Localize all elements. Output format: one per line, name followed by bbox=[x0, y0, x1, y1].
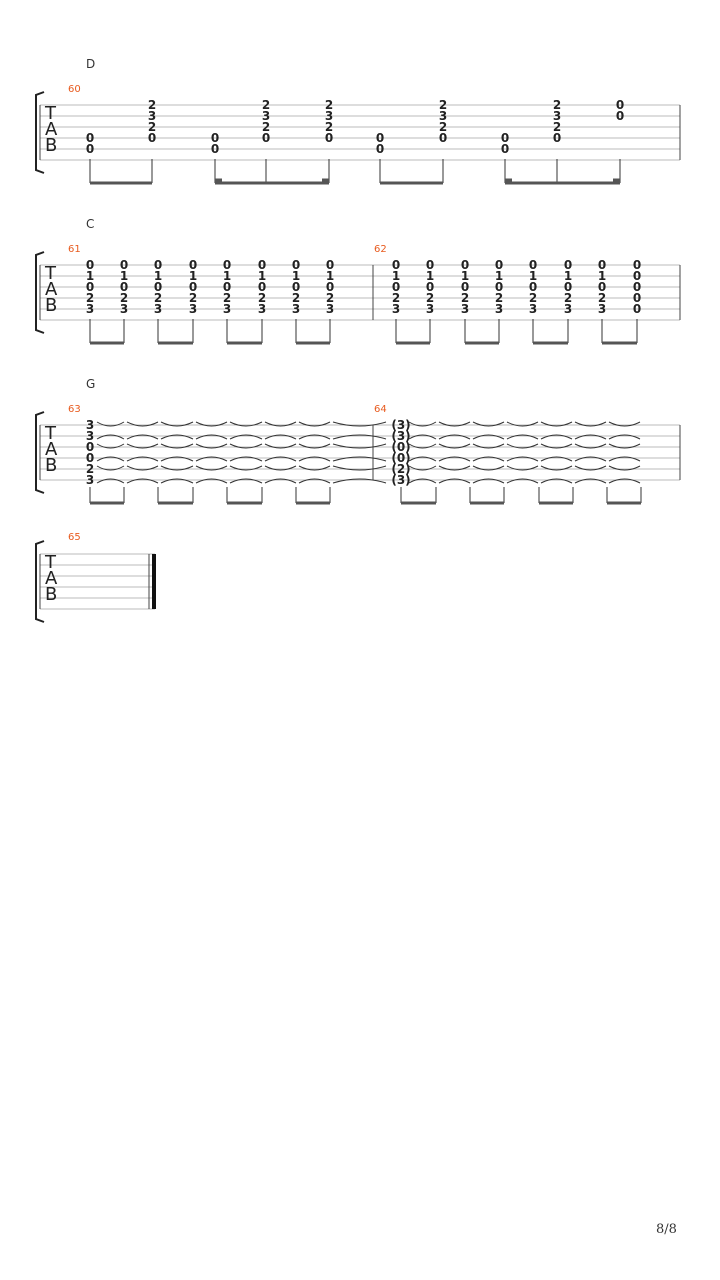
fret-number: 0 bbox=[147, 131, 157, 145]
fret-number: 0 bbox=[500, 142, 510, 156]
fret-number: 2 bbox=[552, 120, 562, 134]
fret-number: 2 bbox=[222, 291, 232, 305]
fret-number: 0 bbox=[188, 258, 198, 272]
fret-number: 0 bbox=[210, 142, 220, 156]
fret-number: 2 bbox=[494, 291, 504, 305]
fret-number: 0 bbox=[85, 142, 95, 156]
system-1 bbox=[0, 55, 720, 205]
fret-number: 0 bbox=[632, 291, 642, 305]
fret-number: 0 bbox=[528, 258, 538, 272]
fret-number: 3 bbox=[222, 302, 232, 316]
fret-number: 1 bbox=[257, 269, 267, 283]
fret-number: 0 bbox=[375, 142, 385, 156]
fret-number: 1 bbox=[425, 269, 435, 283]
tab-clef-letter: B bbox=[45, 455, 58, 476]
fret-number: 0 bbox=[261, 131, 271, 145]
tab-clef-letter: T bbox=[45, 103, 56, 124]
fret-number: 3 bbox=[147, 109, 157, 123]
fret-number: 1 bbox=[597, 269, 607, 283]
fret-number: 1 bbox=[563, 269, 573, 283]
fret-number: 3 bbox=[324, 109, 334, 123]
fret-number: 1 bbox=[153, 269, 163, 283]
fret-number: (2) bbox=[391, 462, 411, 476]
tab-clef-letter: B bbox=[45, 135, 58, 156]
fret-number: 3 bbox=[460, 302, 470, 316]
fret-number: 3 bbox=[438, 109, 448, 123]
fret-number: 0 bbox=[597, 258, 607, 272]
measure-number: 60 bbox=[68, 84, 81, 95]
fret-number: 0 bbox=[85, 280, 95, 294]
fret-number: 0 bbox=[494, 258, 504, 272]
tab-clef-letter: A bbox=[45, 439, 58, 460]
fret-number: 0 bbox=[563, 258, 573, 272]
fret-number: 0 bbox=[615, 98, 625, 112]
fret-number: 0 bbox=[325, 280, 335, 294]
fret-number: 2 bbox=[391, 291, 401, 305]
fret-number: 2 bbox=[425, 291, 435, 305]
tab-clef-letter: B bbox=[45, 295, 58, 316]
fret-number: 2 bbox=[438, 120, 448, 134]
fret-number: 0 bbox=[460, 258, 470, 272]
fret-number: 0 bbox=[85, 440, 95, 454]
measure-number: 63 bbox=[68, 404, 81, 415]
fret-number: 2 bbox=[257, 291, 267, 305]
final-bar-line bbox=[152, 554, 156, 609]
fret-number: 3 bbox=[188, 302, 198, 316]
fret-number: 0 bbox=[85, 131, 95, 145]
system-3 bbox=[0, 375, 720, 525]
fret-number: 0 bbox=[391, 280, 401, 294]
fret-number: 3 bbox=[85, 473, 95, 487]
tab-clef-letter: B bbox=[45, 584, 58, 605]
tab-staff bbox=[0, 530, 720, 640]
fret-number: 1 bbox=[528, 269, 538, 283]
fret-number: 2 bbox=[119, 291, 129, 305]
fret-number: (3) bbox=[391, 473, 411, 487]
measure-number: 62 bbox=[374, 244, 387, 255]
fret-number: 0 bbox=[632, 280, 642, 294]
fret-number: 2 bbox=[153, 291, 163, 305]
fret-number: 3 bbox=[528, 302, 538, 316]
tab-staff bbox=[0, 55, 720, 205]
fret-number: 0 bbox=[85, 258, 95, 272]
fret-number: (0) bbox=[391, 440, 411, 454]
fret-number: 2 bbox=[188, 291, 198, 305]
fret-number: 3 bbox=[153, 302, 163, 316]
fret-number: 0 bbox=[391, 258, 401, 272]
tab-clef-letter: T bbox=[45, 263, 56, 284]
fret-number: 2 bbox=[460, 291, 470, 305]
fret-number: 2 bbox=[597, 291, 607, 305]
fret-number: 0 bbox=[210, 131, 220, 145]
fret-number: 0 bbox=[324, 131, 334, 145]
fret-number: 2 bbox=[147, 120, 157, 134]
fret-number: (0) bbox=[391, 451, 411, 465]
fret-number: 0 bbox=[119, 258, 129, 272]
fret-number: 3 bbox=[563, 302, 573, 316]
measure-number: 64 bbox=[374, 404, 387, 415]
fret-number: 2 bbox=[438, 98, 448, 112]
fret-number: 0 bbox=[375, 131, 385, 145]
fret-number: 0 bbox=[222, 280, 232, 294]
measure-number: 61 bbox=[68, 244, 81, 255]
fret-number: 0 bbox=[615, 109, 625, 123]
fret-number: 0 bbox=[425, 280, 435, 294]
fret-number: 0 bbox=[552, 131, 562, 145]
fret-number: 1 bbox=[460, 269, 470, 283]
fret-number: 3 bbox=[119, 302, 129, 316]
fret-number: 2 bbox=[261, 98, 271, 112]
fret-number: (3) bbox=[391, 429, 411, 443]
fret-number: 1 bbox=[85, 269, 95, 283]
tab-staff bbox=[0, 215, 720, 365]
fret-number: 2 bbox=[85, 291, 95, 305]
fret-number: 3 bbox=[85, 429, 95, 443]
chord-label: G bbox=[86, 377, 96, 391]
fret-number: 3 bbox=[425, 302, 435, 316]
tab-clef-letter: A bbox=[45, 119, 58, 140]
fret-number: 0 bbox=[528, 280, 538, 294]
fret-number: 2 bbox=[324, 98, 334, 112]
fret-number: 0 bbox=[257, 280, 267, 294]
fret-number: 2 bbox=[85, 462, 95, 476]
fret-number: 0 bbox=[188, 280, 198, 294]
fret-number: 0 bbox=[425, 258, 435, 272]
chord-label: D bbox=[86, 57, 96, 71]
fret-number: 3 bbox=[261, 109, 271, 123]
fret-number: 0 bbox=[438, 131, 448, 145]
fret-number: 0 bbox=[597, 280, 607, 294]
fret-number: 2 bbox=[528, 291, 538, 305]
fret-number: 0 bbox=[460, 280, 470, 294]
fret-number: 3 bbox=[325, 302, 335, 316]
fret-number: 1 bbox=[391, 269, 401, 283]
fret-number: 1 bbox=[325, 269, 335, 283]
fret-number: 1 bbox=[494, 269, 504, 283]
fret-number: 3 bbox=[291, 302, 301, 316]
fret-number: 3 bbox=[85, 418, 95, 432]
fret-number: 2 bbox=[552, 98, 562, 112]
tab-clef-letter: A bbox=[45, 279, 58, 300]
fret-number: 2 bbox=[147, 98, 157, 112]
fret-number: 0 bbox=[153, 258, 163, 272]
fret-number: 0 bbox=[632, 302, 642, 316]
fret-number: 3 bbox=[257, 302, 267, 316]
tab-clef-letter: A bbox=[45, 568, 58, 589]
tab-staff bbox=[0, 375, 720, 525]
fret-number: 2 bbox=[325, 291, 335, 305]
fret-number: 3 bbox=[494, 302, 504, 316]
fret-number: 0 bbox=[222, 258, 232, 272]
fret-number: 0 bbox=[632, 258, 642, 272]
fret-number: 0 bbox=[632, 269, 642, 283]
fret-number: (3) bbox=[391, 418, 411, 432]
page-number: 8/8 bbox=[656, 1222, 677, 1237]
fret-number: 2 bbox=[261, 120, 271, 134]
fret-number: 0 bbox=[153, 280, 163, 294]
system-4 bbox=[0, 530, 720, 640]
fret-number: 1 bbox=[291, 269, 301, 283]
fret-number: 0 bbox=[494, 280, 504, 294]
fret-number: 0 bbox=[119, 280, 129, 294]
fret-number: 2 bbox=[563, 291, 573, 305]
fret-number: 0 bbox=[500, 131, 510, 145]
system-2 bbox=[0, 215, 720, 365]
fret-number: 0 bbox=[325, 258, 335, 272]
chord-label: C bbox=[86, 217, 95, 231]
fret-number: 2 bbox=[324, 120, 334, 134]
fret-number: 2 bbox=[291, 291, 301, 305]
fret-number: 0 bbox=[291, 258, 301, 272]
fret-number: 1 bbox=[188, 269, 198, 283]
fret-number: 3 bbox=[552, 109, 562, 123]
tab-clef-letter: T bbox=[45, 423, 56, 444]
tab-clef-letter: T bbox=[45, 552, 56, 573]
fret-number: 3 bbox=[391, 302, 401, 316]
fret-number: 0 bbox=[563, 280, 573, 294]
fret-number: 0 bbox=[291, 280, 301, 294]
fret-number: 0 bbox=[257, 258, 267, 272]
fret-number: 1 bbox=[119, 269, 129, 283]
fret-number: 1 bbox=[222, 269, 232, 283]
fret-number: 0 bbox=[85, 451, 95, 465]
measure-number: 65 bbox=[68, 532, 81, 543]
fret-number: 3 bbox=[85, 302, 95, 316]
fret-number: 3 bbox=[597, 302, 607, 316]
